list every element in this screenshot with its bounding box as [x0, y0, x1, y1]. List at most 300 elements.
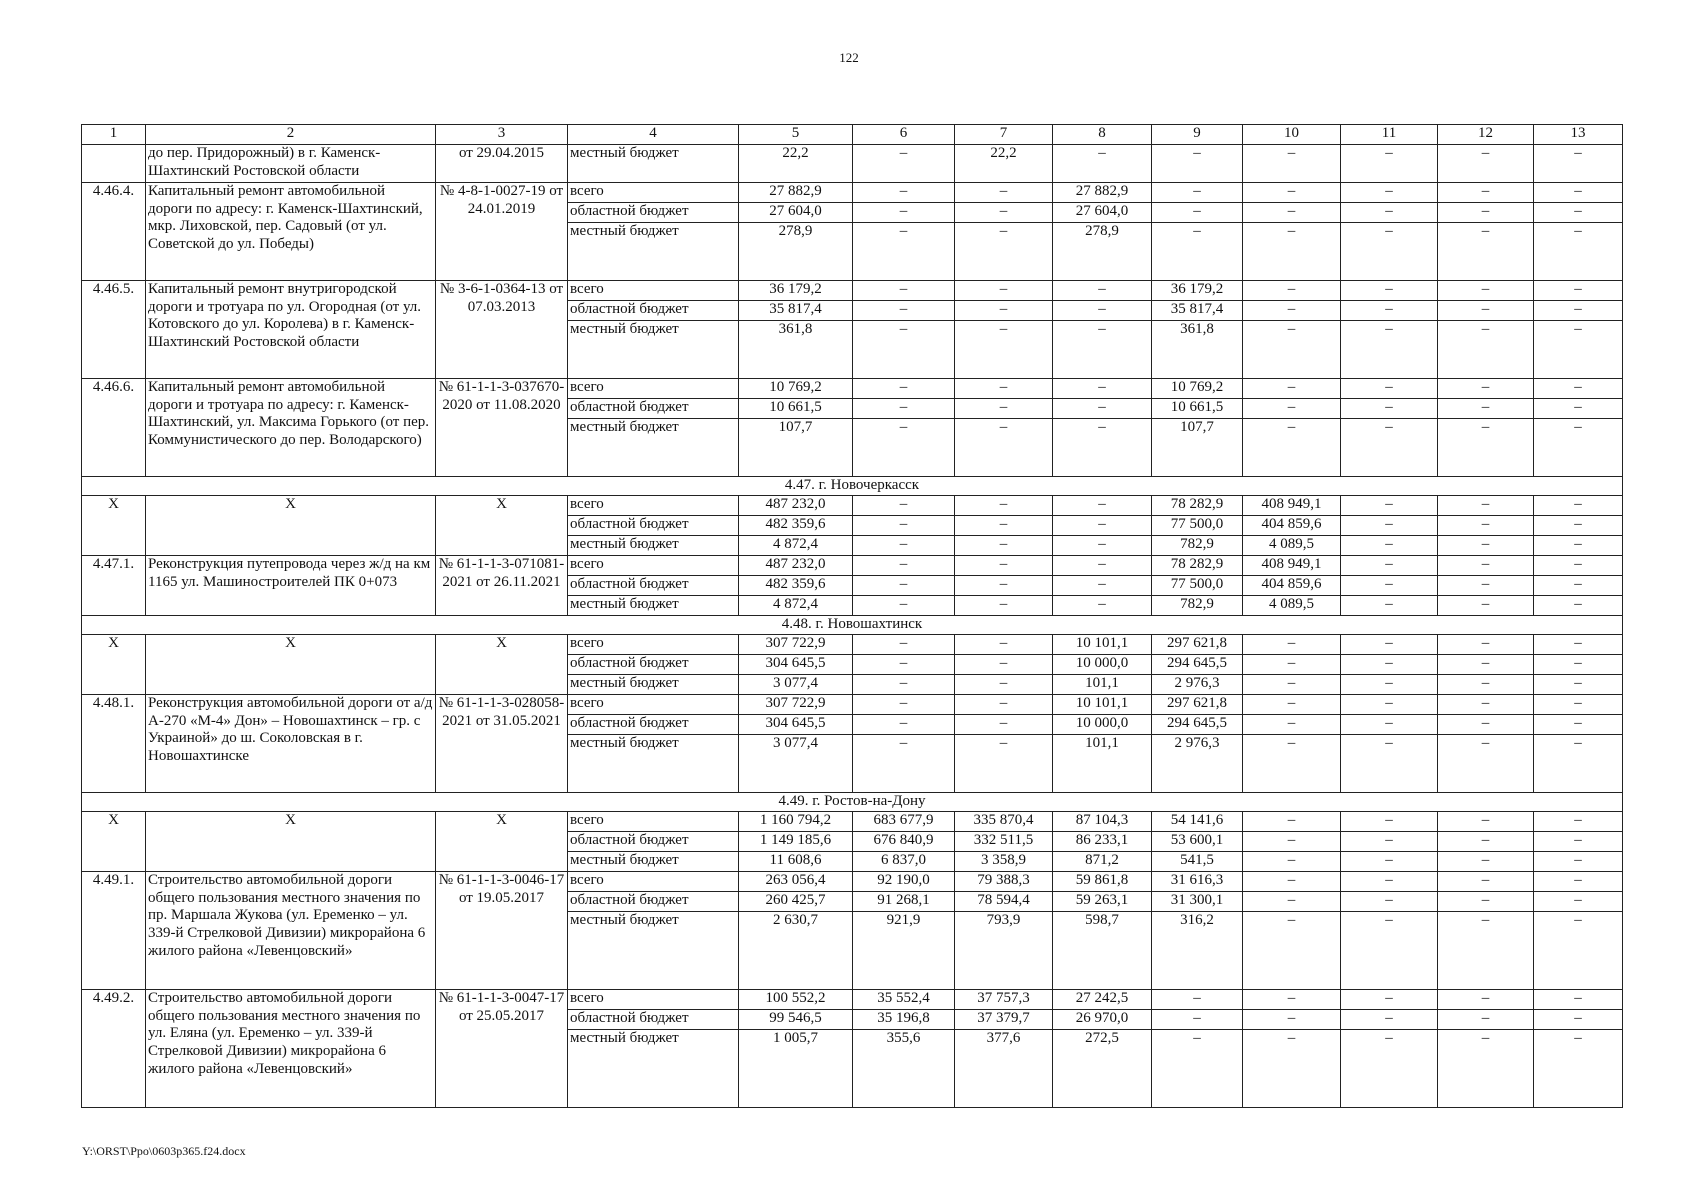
value-cell: 27 604,0 — [1053, 203, 1152, 223]
value-cell: – — [1053, 419, 1152, 477]
value-cell: – — [853, 203, 955, 223]
document-ref: № 61-1-1-3-071081-2021 от 26.11.2021 — [436, 556, 568, 616]
value-cell: – — [1438, 1010, 1534, 1030]
budget-label: областной бюджет — [568, 832, 739, 852]
budget-label: всего — [568, 496, 739, 516]
value-cell: – — [1534, 379, 1623, 399]
value-cell: – — [1243, 145, 1341, 183]
budget-label: областной бюджет — [568, 301, 739, 321]
value-cell: 304 645,5 — [739, 715, 853, 735]
column-header: 1 — [82, 125, 146, 145]
value-cell: – — [1534, 655, 1623, 675]
object-name: Строительство автомобильной дороги общего пользования местного значения по пр. Маршала Жукова (ул. Еременко – ул. 339-й Стрелковой Дивизии) микрорайона 6 жилого района «Левенцовский» — [146, 872, 436, 990]
table-row — [82, 695, 1623, 715]
table-row — [82, 183, 1623, 203]
budget-label: всего — [568, 635, 739, 655]
value-cell: – — [1243, 715, 1341, 735]
value-cell: – — [1341, 536, 1438, 556]
value-cell: – — [853, 516, 955, 536]
column-header: 11 — [1341, 125, 1438, 145]
value-cell: – — [1341, 183, 1438, 203]
value-cell: – — [1341, 516, 1438, 536]
value-cell: 2 976,3 — [1152, 675, 1243, 695]
value-cell: 793,9 — [955, 912, 1053, 990]
value-cell: – — [1341, 990, 1438, 1010]
value-cell: – — [1243, 321, 1341, 379]
object-name: Строительство автомобильной дороги общего пользования местного значения по ул. Еляна (ул. Еременко – ул. 339-й Стрелковой Дивизии) микрорайона 6 жилого района «Левенцовский» — [146, 990, 436, 1108]
object-name: Капитальный ремонт автомобильной дороги и тротуара по адресу: г. Каменск-Шахтинский, ул. Максима Горького (от пер. Коммунистического до пер. Володарского) — [146, 379, 436, 477]
value-cell: 782,9 — [1152, 536, 1243, 556]
value-cell: 6 837,0 — [853, 852, 955, 872]
value-cell: – — [1438, 379, 1534, 399]
value-cell: – — [1534, 516, 1623, 536]
value-cell: 10 101,1 — [1053, 695, 1152, 715]
value-cell: – — [1534, 715, 1623, 735]
value-cell: 278,9 — [739, 223, 853, 281]
budget-label: областной бюджет — [568, 892, 739, 912]
value-cell: – — [1053, 145, 1152, 183]
program-table — [81, 124, 1623, 1108]
row-number: 4.48.1. — [82, 695, 146, 793]
value-cell: – — [853, 281, 955, 301]
value-cell: – — [1534, 832, 1623, 852]
value-cell: – — [1341, 675, 1438, 695]
value-cell: – — [1438, 576, 1534, 596]
column-header: 3 — [436, 125, 568, 145]
budget-label: областной бюджет — [568, 576, 739, 596]
value-cell: 1 149 185,6 — [739, 832, 853, 852]
value-cell: 332 511,5 — [955, 832, 1053, 852]
value-cell: – — [1341, 379, 1438, 399]
column-header: 12 — [1438, 125, 1534, 145]
document-ref: № 4-8-1-0027-19 от 24.01.2019 — [436, 183, 568, 281]
value-cell: 36 179,2 — [739, 281, 853, 301]
row-number: 4.46.4. — [82, 183, 146, 281]
row-number — [82, 145, 146, 183]
column-header: 13 — [1534, 125, 1623, 145]
budget-label: местный бюджет — [568, 596, 739, 616]
value-cell: 35 552,4 — [853, 990, 955, 1010]
row-number: 4.47.1. — [82, 556, 146, 616]
value-cell: 263 056,4 — [739, 872, 853, 892]
value-cell: – — [1534, 735, 1623, 793]
value-cell: 101,1 — [1053, 735, 1152, 793]
value-cell: – — [1438, 1030, 1534, 1108]
budget-label: местный бюджет — [568, 1030, 739, 1108]
value-cell: – — [1243, 301, 1341, 321]
value-cell: 408 949,1 — [1243, 556, 1341, 576]
value-cell: – — [1534, 635, 1623, 655]
value-cell: – — [1534, 576, 1623, 596]
value-cell: – — [1438, 596, 1534, 616]
budget-label: всего — [568, 556, 739, 576]
value-cell: – — [1341, 912, 1438, 990]
value-cell: 11 608,6 — [739, 852, 853, 872]
value-cell: – — [853, 695, 955, 715]
value-cell: 278,9 — [1053, 223, 1152, 281]
table-row — [82, 635, 1623, 655]
value-cell: – — [1243, 1030, 1341, 1108]
value-cell: – — [1243, 675, 1341, 695]
value-cell: – — [1534, 145, 1623, 183]
value-cell: – — [853, 223, 955, 281]
value-cell: – — [1438, 990, 1534, 1010]
value-cell: – — [853, 596, 955, 616]
value-cell: – — [955, 655, 1053, 675]
value-cell: – — [1438, 419, 1534, 477]
value-cell: – — [1053, 281, 1152, 301]
budget-label: местный бюджет — [568, 223, 739, 281]
object-name: Капитальный ремонт внутригородской дороги и тротуара по ул. Огородная (от ул. Котовского до ул. Королева) в г. Каменск-Шахтинский Ростовской области — [146, 281, 436, 379]
value-cell: 4 872,4 — [739, 536, 853, 556]
value-cell: – — [1534, 596, 1623, 616]
value-cell: – — [1152, 990, 1243, 1010]
value-cell: 37 757,3 — [955, 990, 1053, 1010]
value-cell: – — [1438, 735, 1534, 793]
value-cell: – — [1341, 635, 1438, 655]
value-cell: – — [955, 379, 1053, 399]
value-cell: 10 661,5 — [739, 399, 853, 419]
value-cell: – — [1534, 556, 1623, 576]
value-cell: – — [1053, 399, 1152, 419]
value-cell: – — [955, 576, 1053, 596]
value-cell: 36 179,2 — [1152, 281, 1243, 301]
value-cell: 297 621,8 — [1152, 635, 1243, 655]
value-cell: – — [1243, 695, 1341, 715]
column-header: 2 — [146, 125, 436, 145]
value-cell: – — [1243, 892, 1341, 912]
budget-label: местный бюджет — [568, 536, 739, 556]
value-cell: 260 425,7 — [739, 892, 853, 912]
value-cell: 87 104,3 — [1053, 812, 1152, 832]
value-cell: 4 089,5 — [1243, 596, 1341, 616]
value-cell: – — [853, 321, 955, 379]
value-cell: 27 882,9 — [1053, 183, 1152, 203]
budget-label: всего — [568, 872, 739, 892]
value-cell: – — [853, 675, 955, 695]
value-cell: – — [955, 635, 1053, 655]
budget-label: местный бюджет — [568, 735, 739, 793]
value-cell: 487 232,0 — [739, 556, 853, 576]
value-cell: 294 645,5 — [1152, 655, 1243, 675]
value-cell: – — [1534, 281, 1623, 301]
value-cell: 272,5 — [1053, 1030, 1152, 1108]
value-cell: – — [955, 715, 1053, 735]
value-cell: – — [1341, 892, 1438, 912]
value-cell: 1 005,7 — [739, 1030, 853, 1108]
x-mark: Х — [146, 812, 436, 872]
value-cell: – — [1152, 223, 1243, 281]
value-cell: – — [1438, 516, 1534, 536]
table-row — [82, 812, 1623, 832]
value-cell: – — [1243, 635, 1341, 655]
page-number: 122 — [839, 50, 859, 65]
value-cell: 22,2 — [955, 145, 1053, 183]
value-cell: 361,8 — [1152, 321, 1243, 379]
value-cell: 3 077,4 — [739, 735, 853, 793]
column-header: 7 — [955, 125, 1053, 145]
value-cell: – — [1243, 183, 1341, 203]
value-cell: – — [1438, 852, 1534, 872]
value-cell: – — [1341, 872, 1438, 892]
value-cell: 482 359,6 — [739, 516, 853, 536]
value-cell: – — [1438, 321, 1534, 379]
value-cell: – — [1152, 203, 1243, 223]
value-cell: – — [1053, 321, 1152, 379]
value-cell: – — [1341, 496, 1438, 516]
value-cell: – — [1053, 301, 1152, 321]
value-cell: – — [1438, 536, 1534, 556]
column-header: 6 — [853, 125, 955, 145]
column-header: 5 — [739, 125, 853, 145]
value-cell: – — [853, 655, 955, 675]
footer-file-path: Y:\ORST\Ppo\0603p365.f24.docx — [82, 1144, 246, 1158]
value-cell: 78 282,9 — [1152, 496, 1243, 516]
value-cell: – — [1438, 399, 1534, 419]
value-cell: – — [1534, 675, 1623, 695]
value-cell: 22,2 — [739, 145, 853, 183]
value-cell: – — [1534, 812, 1623, 832]
value-cell: – — [1534, 223, 1623, 281]
object-name: до пер. Придорожный) в г. Каменск-Шахтинский Ростовской области — [146, 145, 436, 183]
value-cell: – — [1053, 576, 1152, 596]
table-row — [82, 872, 1623, 892]
value-cell: 35 196,8 — [853, 1010, 955, 1030]
section-caption-row — [82, 793, 1623, 812]
table-row — [82, 556, 1623, 576]
budget-label: областной бюджет — [568, 203, 739, 223]
value-cell: 598,7 — [1053, 912, 1152, 990]
value-cell: – — [1341, 556, 1438, 576]
document-ref: № 61-1-1-3-0046-17 от 19.05.2017 — [436, 872, 568, 990]
value-cell: 782,9 — [1152, 596, 1243, 616]
value-cell: – — [1243, 379, 1341, 399]
value-cell: 59 263,1 — [1053, 892, 1152, 912]
value-cell: 53 600,1 — [1152, 832, 1243, 852]
value-cell: – — [955, 399, 1053, 419]
value-cell: – — [1243, 852, 1341, 872]
budget-label: всего — [568, 379, 739, 399]
budget-label: всего — [568, 281, 739, 301]
value-cell: – — [1341, 596, 1438, 616]
row-number: 4.49.2. — [82, 990, 146, 1108]
table-row — [82, 990, 1623, 1010]
value-cell: 107,7 — [739, 419, 853, 477]
value-cell: – — [1243, 223, 1341, 281]
value-cell: – — [955, 419, 1053, 477]
x-mark: Х — [146, 635, 436, 695]
value-cell: – — [853, 715, 955, 735]
value-cell: – — [853, 496, 955, 516]
value-cell: 77 500,0 — [1152, 576, 1243, 596]
section-caption-row — [82, 616, 1623, 635]
document-ref: № 61-1-1-3-028058-2021 от 31.05.2021 — [436, 695, 568, 793]
x-mark: Х — [82, 496, 146, 556]
value-cell: – — [1438, 695, 1534, 715]
budget-label: всего — [568, 812, 739, 832]
x-mark: Х — [82, 635, 146, 695]
table-row — [82, 281, 1623, 301]
column-header: 4 — [568, 125, 739, 145]
value-cell: – — [1243, 912, 1341, 990]
value-cell: – — [1438, 872, 1534, 892]
value-cell: 487 232,0 — [739, 496, 853, 516]
value-cell: – — [853, 556, 955, 576]
value-cell: – — [1152, 183, 1243, 203]
value-cell: 27 882,9 — [739, 183, 853, 203]
value-cell: 78 594,4 — [955, 892, 1053, 912]
value-cell: – — [1534, 399, 1623, 419]
value-cell: – — [1152, 1010, 1243, 1030]
value-cell: 59 861,8 — [1053, 872, 1152, 892]
budget-label: областной бюджет — [568, 399, 739, 419]
value-cell: – — [955, 321, 1053, 379]
value-cell: – — [1341, 281, 1438, 301]
x-mark: Х — [436, 812, 568, 872]
value-cell: – — [1534, 912, 1623, 990]
value-cell: – — [1534, 990, 1623, 1010]
value-cell: 77 500,0 — [1152, 516, 1243, 536]
budget-label: областной бюджет — [568, 655, 739, 675]
value-cell: – — [1438, 812, 1534, 832]
value-cell: – — [1053, 596, 1152, 616]
value-cell: – — [1243, 281, 1341, 301]
value-cell: – — [1053, 536, 1152, 556]
value-cell: – — [1053, 496, 1152, 516]
value-cell: – — [1534, 1030, 1623, 1108]
table-row — [82, 496, 1623, 516]
table-row — [82, 379, 1623, 399]
value-cell: – — [1341, 419, 1438, 477]
value-cell: – — [1534, 852, 1623, 872]
value-cell: – — [1438, 223, 1534, 281]
value-cell: – — [1438, 675, 1534, 695]
value-cell: 10 000,0 — [1053, 715, 1152, 735]
value-cell: – — [1341, 715, 1438, 735]
value-cell: – — [1438, 635, 1534, 655]
budget-label: местный бюджет — [568, 912, 739, 990]
value-cell: – — [1534, 321, 1623, 379]
value-cell: – — [1341, 695, 1438, 715]
x-mark: Х — [82, 812, 146, 872]
value-cell: 54 141,6 — [1152, 812, 1243, 832]
value-cell: – — [955, 536, 1053, 556]
value-cell: 307 722,9 — [739, 635, 853, 655]
value-cell: 101,1 — [1053, 675, 1152, 695]
value-cell: 404 859,6 — [1243, 516, 1341, 536]
value-cell: 4 089,5 — [1243, 536, 1341, 556]
value-cell: – — [1341, 832, 1438, 852]
value-cell: – — [1341, 1030, 1438, 1108]
value-cell: – — [1053, 556, 1152, 576]
value-cell: – — [1341, 203, 1438, 223]
value-cell: – — [955, 496, 1053, 516]
section-title: 4.47. г. Новочеркасск — [82, 477, 1623, 496]
value-cell: – — [1341, 145, 1438, 183]
value-cell: – — [853, 301, 955, 321]
value-cell: – — [1534, 892, 1623, 912]
value-cell: – — [853, 145, 955, 183]
value-cell: 871,2 — [1053, 852, 1152, 872]
budget-label: местный бюджет — [568, 419, 739, 477]
value-cell: – — [853, 399, 955, 419]
value-cell: – — [1534, 203, 1623, 223]
value-cell: – — [853, 183, 955, 203]
value-cell: – — [1438, 912, 1534, 990]
budget-label: областной бюджет — [568, 516, 739, 536]
value-cell: – — [955, 695, 1053, 715]
value-cell: – — [1243, 399, 1341, 419]
value-cell: 31 616,3 — [1152, 872, 1243, 892]
value-cell: 10 769,2 — [739, 379, 853, 399]
value-cell: – — [1438, 301, 1534, 321]
value-cell: 404 859,6 — [1243, 576, 1341, 596]
x-mark: Х — [436, 496, 568, 556]
budget-label: местный бюджет — [568, 145, 739, 183]
value-cell: – — [1053, 379, 1152, 399]
value-cell: 35 817,4 — [1152, 301, 1243, 321]
budget-label: всего — [568, 695, 739, 715]
value-cell: – — [1341, 1010, 1438, 1030]
value-cell: 10 101,1 — [1053, 635, 1152, 655]
value-cell: – — [1438, 832, 1534, 852]
value-cell: 79 388,3 — [955, 872, 1053, 892]
value-cell: 27 604,0 — [739, 203, 853, 223]
value-cell: – — [1243, 812, 1341, 832]
value-cell: – — [1243, 419, 1341, 477]
value-cell: – — [1341, 735, 1438, 793]
value-cell: 107,7 — [1152, 419, 1243, 477]
value-cell: – — [853, 735, 955, 793]
value-cell: – — [955, 281, 1053, 301]
budget-label: всего — [568, 990, 739, 1010]
row-number: 4.46.6. — [82, 379, 146, 477]
value-cell: 37 379,7 — [955, 1010, 1053, 1030]
document-ref: № 61-1-1-3-0047-17 от 25.05.2017 — [436, 990, 568, 1108]
value-cell: 294 645,5 — [1152, 715, 1243, 735]
value-cell: 683 677,9 — [853, 812, 955, 832]
value-cell: – — [1534, 419, 1623, 477]
value-cell: – — [1438, 145, 1534, 183]
x-mark: Х — [436, 635, 568, 695]
value-cell: – — [1341, 576, 1438, 596]
value-cell: – — [955, 675, 1053, 695]
value-cell: 10 000,0 — [1053, 655, 1152, 675]
budget-label: областной бюджет — [568, 1010, 739, 1030]
value-cell: – — [955, 556, 1053, 576]
value-cell: – — [955, 735, 1053, 793]
value-cell: – — [955, 203, 1053, 223]
value-cell: 92 190,0 — [853, 872, 955, 892]
value-cell: 361,8 — [739, 321, 853, 379]
value-cell: 26 970,0 — [1053, 1010, 1152, 1030]
header-row — [82, 125, 1623, 145]
value-cell: – — [1341, 399, 1438, 419]
value-cell: 335 870,4 — [955, 812, 1053, 832]
value-cell: – — [955, 516, 1053, 536]
row-number: 4.49.1. — [82, 872, 146, 990]
value-cell: – — [1438, 203, 1534, 223]
value-cell: – — [1341, 223, 1438, 281]
value-cell: – — [1438, 496, 1534, 516]
value-cell: 307 722,9 — [739, 695, 853, 715]
value-cell: – — [1438, 892, 1534, 912]
value-cell: – — [1341, 301, 1438, 321]
column-header: 10 — [1243, 125, 1341, 145]
value-cell: 35 817,4 — [739, 301, 853, 321]
value-cell: 27 242,5 — [1053, 990, 1152, 1010]
value-cell: – — [1438, 281, 1534, 301]
